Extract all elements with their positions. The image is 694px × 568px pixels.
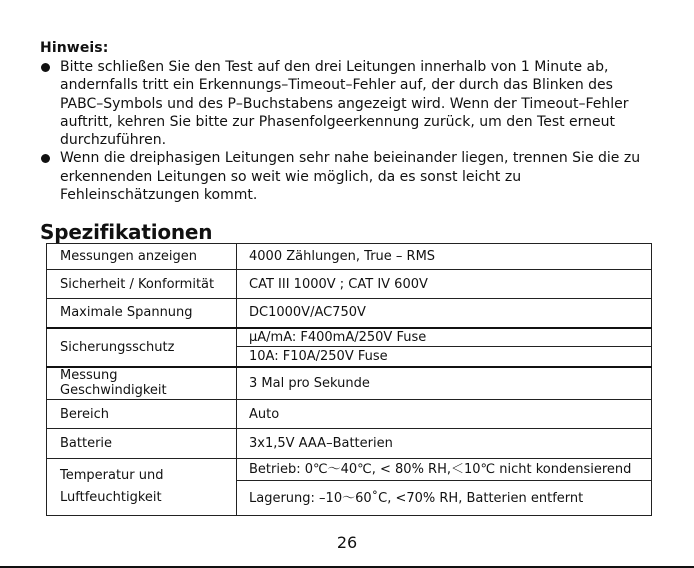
note-line: Fehleinschätzungen kommt. (60, 187, 258, 204)
specs-table (46, 243, 652, 516)
spec-label (47, 367, 237, 400)
spec-value: Auto (237, 400, 652, 429)
note-item (40, 58, 660, 149)
spec-value: DC1000V/AC750V (237, 299, 652, 328)
spec-label: Sicherheit / Konformität (47, 270, 237, 299)
spec-label: Sicherungsschutz (47, 328, 237, 367)
table-row (47, 299, 652, 328)
note-line: Bitte schließen Sie den Test auf den drei Leitungen innerhalb von 1 Minute ab, (60, 59, 609, 75)
note-line: auftritt, kehren Sie bitte zur Phasenfolgeerkennung zurück, um den Test erneut (60, 113, 616, 130)
table-row (47, 328, 652, 347)
bullet-icon (41, 63, 50, 72)
table-row (47, 270, 652, 299)
bullet-icon (41, 154, 50, 163)
note-line: Wenn die dreiphasigen Leitungen sehr nahe beieinander liegen, trennen Sie die zu (60, 150, 641, 167)
spec-label-line: Geschwindigkeit (60, 383, 167, 399)
spec-label-line: Luftfeuchtigkeit (60, 490, 162, 505)
note-item (40, 149, 660, 204)
table-row (47, 244, 652, 270)
table-row (47, 400, 652, 429)
notes-list (40, 58, 660, 204)
spec-value: 10A: F10A/250V Fuse (237, 347, 652, 367)
note-line: andernfalls tritt ein Erkennungs–Timeout–Fehler auf, der durch das Blinken des (60, 77, 613, 94)
note-line: durchzuführen. (60, 132, 167, 149)
page-number: 26 (336, 533, 358, 552)
spec-value: Betrieb: 0℃～40℃, < 80% RH,＜10℃ nicht kondensierend (237, 459, 652, 481)
note-line: PABC–Symbols und des P–Buchstabens angezeigt wird. Wenn der Timeout–Fehler (60, 95, 629, 112)
spec-label: Batterie (47, 429, 237, 459)
spec-value: 3x1,5V AAA–Batterien (237, 429, 652, 459)
spec-label: Messungen anzeigen (47, 244, 237, 270)
spec-value: 4000 Zählungen, True – RMS (237, 244, 652, 270)
spec-label-line: Messung (60, 368, 118, 384)
spec-value: CAT III 1000V ; CAT IV 600V (237, 270, 652, 299)
note-line: erkennenden Leitungen so weit wie möglich, da es sonst leicht zu (60, 168, 522, 185)
specs-heading: Spezifikationen (40, 220, 213, 244)
spec-label-line: Temperatur und (60, 468, 164, 483)
spec-value: 3 Mal pro Sekunde (237, 367, 652, 400)
table-row (47, 429, 652, 459)
table-row (47, 459, 652, 481)
table-row (47, 367, 652, 400)
spec-value: Lagerung: –10～60˚C, <70% RH, Batterien entfernt (237, 481, 652, 516)
spec-label: Maximale Spannung (47, 299, 237, 328)
spec-value: µA/mA: F400mA/250V Fuse (237, 328, 652, 347)
spec-label (47, 459, 237, 516)
spec-label: Bereich (47, 400, 237, 429)
notes-heading: Hinweis: (40, 40, 109, 56)
